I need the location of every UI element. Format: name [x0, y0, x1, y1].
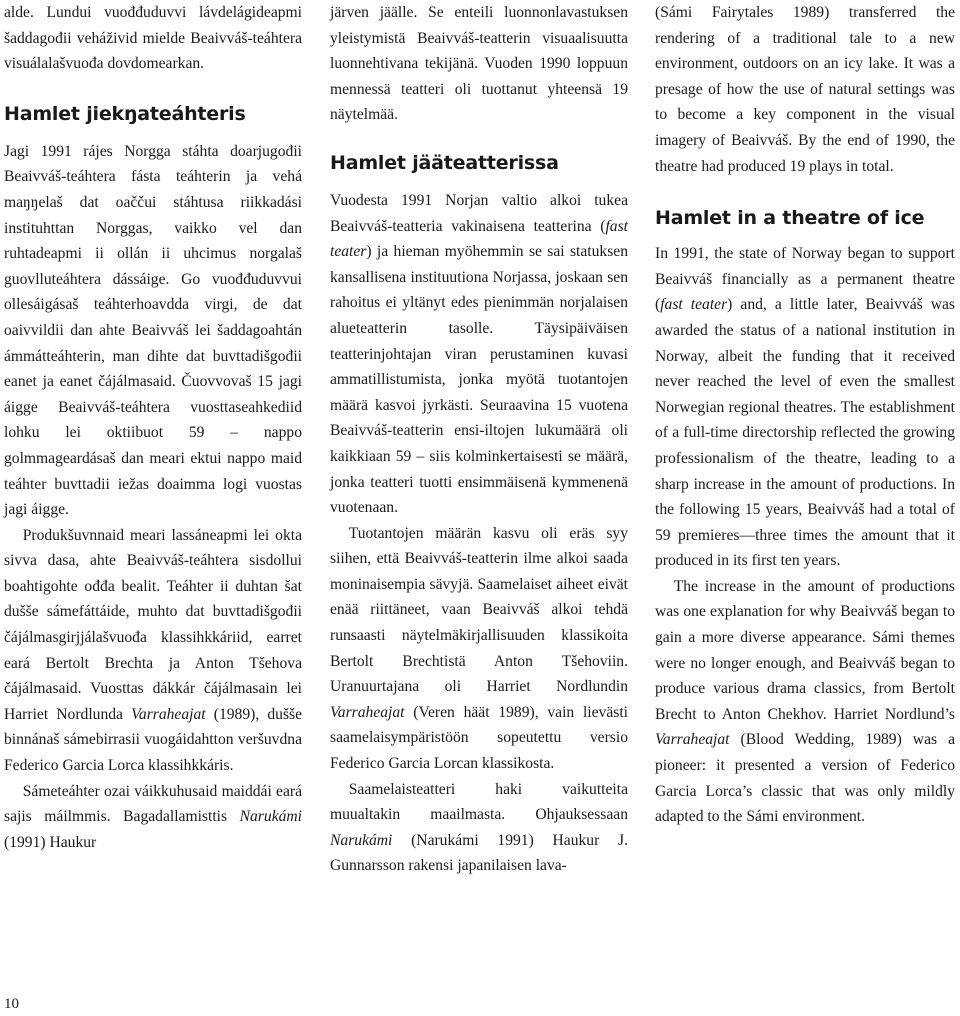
text-run: Vuodesta 1991 Norjan valtio alkoi tukea Beaivváš-teatteria vakinaisena teatterina ( [330, 191, 628, 235]
paragraph [330, 0, 628, 128]
italic-title: Narukámi [330, 831, 393, 849]
paragraph [655, 241, 955, 574]
text-run: In 1991, the state of Norway began to support Beaivváš financially as a permanent theatre ( [655, 245, 955, 314]
italic-title: fast teater [330, 217, 628, 261]
text-run: (1991) Haukur [4, 833, 97, 851]
text-run: Saamelaisteatteri haki vaikutteita muualtakin maailmasta. Ohjauksessaan [330, 780, 628, 824]
section-heading: Hamlet in a theatre of ice [655, 207, 925, 230]
text-run: järven jäälle. Se enteili luonnonlavastuksen yleistymistä Beaivváš-teatterin visuaalisuutta luonnehtivana tekijänä. Vuoden 1990 loppuun mennessä teatteri oli tuottanut yhteensä 19 näytelmää. [330, 4, 628, 124]
italic-title: Varraheajat [330, 703, 405, 721]
text-run: alde. Lundui vuođđuduvvi lávdelágideapmi šaddagođii veháživid mielde Beaivváš-teáhtera visuálalašvuođa dovdomearkan. [4, 4, 302, 73]
paragraph [655, 0, 955, 179]
paragraph [4, 139, 302, 523]
text-run: ) ja hieman myöhemmin se sai statuksen kansallisena instituutiona Norjassa, joskaan sen rahoitus ei yltänyt edes pienimmän norjalaisen alueteatterin tasolle. Täysipäiväisen teatterinjohtajan viran perustaminen kuvasi ammatillistumista, jonka myötä tuotantojen määrä kasvoi jyrkästi. Seuraavina 15 vuotena Beaivváš-teatterin ensi-iltojen lukumäärä oli kaikkiaan 59 – siis kolminkertaisesti se määrä, jonka teatteri tuotti ensimmäisenä kymmenenä vuotenaan. [330, 243, 628, 517]
text-run: Tuotantojen määrän kasvu oli eräs syy siihen, että Beaivváš-teatterin ilme alkoi saada moninaisempia sävyjä. Saamelaiset aiheet eivät enää riittäneet, vaan Beaivváš alkoi tehdä runsaasti näytelmäkirjallisuuden klassikoita Bertolt Brechtistä Anton Tšehoviin. Uranuurtajana oli Harriet Nordlundin [330, 524, 628, 696]
page-number: 10 [4, 996, 19, 1012]
section-heading: Hamlet jääteatterissa [330, 151, 559, 174]
text-run: (Veren häät 1989), vain lievästi saamelaisympäristöön sopeutettu versio Federico Garcia Lorcan klassikosta. [330, 703, 628, 773]
paragraph [4, 0, 302, 77]
column-english [655, 0, 955, 830]
paragraph [330, 188, 628, 521]
column-finnish [330, 0, 628, 879]
text-run: Jagi 1991 rájes Norgga stáhta doarjugođii Beaivváš-teáhtera fásta teáhterin ja vehá maŋŋelaš dat oaččui stáhtusa riikkadási instituhttan Norggas, vaikko vel dan ruhtadeapmi ii ollán ii uhcimus norgalaš guovlluteáhtera dássáige. Go vuođđuduvvui ollesáigásaš teáhterhoavdda virgi, de dat oaivvildii dan ahte Beaivváš lei šaddagoahtán ámmátteáhterin, man dihte dat buvttadišgođii eanet ja eanet čájálmasaid. Čuovvovaš 15 jagi áigge Beaivváš-teáhtera vuosttaseahkediid lohku lei oktiibuot 59 – nappo golmmageardásaš dan meari ektui nappo maid teáhter buvttadii iežas doaimma logi vuostas jagi áigge. [4, 142, 302, 519]
text-run: The increase in the amount of productions was one explanation for why Beaivváš began to gain a more diverse appearance. Sámi themes were no longer enough, and Beaivváš began to produce various drama classics, from Bertolt Brecht to Anton Chekhov. Harriet Nordlund’s [655, 577, 955, 723]
italic-title: Varraheajat [131, 705, 206, 723]
text-run: ) and, a little later, Beaivváš was awarded the status of a national institution in Norway, albeit the funding that it received never reached the level of even the smallest Norwegian regional theatres. The establishment of a full-time directorship reflected the growing professionalism of the theatre, leading to a sharp increase in the amount of productions. In the following 15 years, Beaivváš had a total of 59 premieres—three times the amount that it produced in its first ten years. [655, 296, 955, 570]
text-run: (Blood Wedding, 1989) was a pioneer: it presented a version of Federico Garcia Lorca’s classic that was only mildly adapted to the Sámi environment. [655, 731, 955, 826]
paragraph [4, 523, 302, 779]
text-run: (1989), dušše binnánaš sámebirrasii vuogáidahtton veršuvdna Federico Garcia Lorca klassihkkáris. [4, 705, 302, 775]
italic-title: Varraheajat [655, 731, 730, 749]
italic-title: Narukámi [239, 808, 302, 826]
text-run: Produkšuvnnaid meari lassáneapmi lei okta sivva dasa, ahte Beaivváš-teáhtera sisdollui boahtigohte ođđa bealit. Teáhter ii duhtan šat dušše sámefáttáide, muhto dat buvttadišgođii čájálmasgirjjálašvuođa klassihkkáriid, earret eará Bertolt Brechta ja Anton Tšehova čájálmasaid. Vuosttas dákkár čájálmasain lei Harriet Nordlunda [4, 526, 302, 723]
text-run: (Narukámi 1991) Haukur J. Gunnarsson rakensi japanilaisen lava- [330, 831, 628, 875]
paragraph [4, 779, 302, 856]
paragraph [330, 777, 628, 879]
paragraph [330, 521, 628, 777]
column-sami [4, 0, 302, 855]
text-run: Sámeteáhter ozai váikkuhusaid maiddái eará sajis máilmmis. Bagadallamisttis [4, 782, 302, 826]
section-heading: Hamlet jiekŋateáhteris [4, 102, 246, 125]
italic-title: fast teater [660, 296, 728, 314]
paragraph [655, 574, 955, 830]
text-run: (Sámi Fairytales 1989) transferred the rendering of a traditional tale to a new environment, outdoors on an icy lake. It was a presage of how the use of natural settings was to become a key component in the visual imagery of Beaivváš. By the end of 1990, the theatre had produced 19 plays in total. [655, 4, 955, 175]
